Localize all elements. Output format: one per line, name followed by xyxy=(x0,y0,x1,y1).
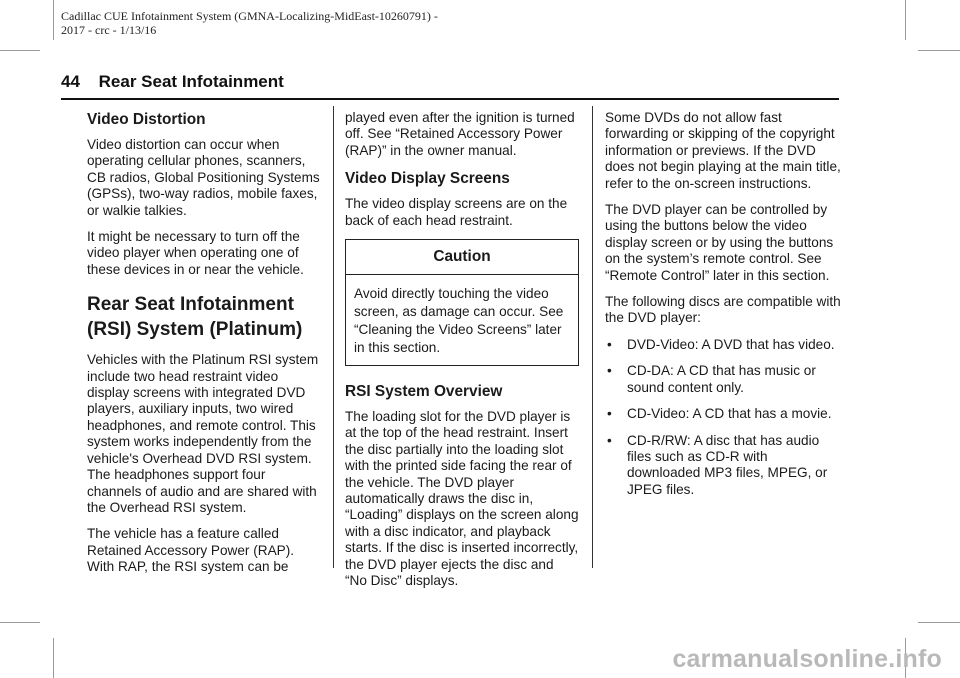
paragraph: It might be necessary to turn off the video player when operating one of these devices in or near the vehicle. xyxy=(87,229,304,277)
document-meta-line: Cadillac CUE Infotainment System (GMNA-Localizing-MidEast-10260791) - xyxy=(61,9,438,23)
column-2 xyxy=(345,110,579,600)
header-rule xyxy=(61,98,839,100)
list-item-text: CD-DA: A CD that has music or sound content only. xyxy=(627,363,816,395)
heading-line: (RSI) System (Platinum) xyxy=(87,319,303,341)
bullet-mark: • xyxy=(607,336,612,352)
paragraph: Video distortion can occur when operating cellular phones, scanners, CB radios, Global Positioning Systems (GPSs), two-way radios, mobile faxes, or walkie talkies. xyxy=(87,137,320,218)
caution-title: Caution xyxy=(346,240,578,275)
column-1 xyxy=(87,110,321,586)
paragraph: The DVD player can be controlled by using the buttons below the video display screen or by using the buttons on the system’s remote control. See “Remote Control” later in this section. xyxy=(605,202,834,283)
heading-rsi-system xyxy=(87,292,321,342)
paragraph: The loading slot for the DVD player is at the top of the head restraint. Insert the disc partially into the loading slot with the printed side facing the rear of the vehicle. The DVD player automatically draws the disc in, “Loading” displays on the screen along with a disc indicator, and playback starts. If the disc is inserted incorrectly, the DVD player ejects the disc and “No Disc” displays. xyxy=(345,409,579,589)
paragraph: The video display screens are on the back of each head restraint. xyxy=(345,196,568,228)
column-divider xyxy=(592,106,593,568)
list-item-text: CD-R/RW: A disc that has audio files such as CD-R with downloaded MP3 files, MPEG, or JPEG files. xyxy=(627,432,828,497)
list-item xyxy=(605,406,841,422)
heading-video-distortion: Video Distortion xyxy=(87,111,206,128)
bullet-mark: • xyxy=(607,406,612,422)
heading-line: Rear Seat Infotainment xyxy=(87,294,294,316)
heading-video-display-screens: Video Display Screens xyxy=(345,170,510,188)
list-item-text: CD-Video: A CD that has a movie. xyxy=(627,406,832,422)
crop-mark xyxy=(53,0,54,40)
paragraph: played even after the ignition is turned off. See “Retained Accessory Power (RAP)” in the owner manual. xyxy=(345,110,575,158)
crop-mark xyxy=(53,638,54,678)
list-item xyxy=(605,433,841,499)
paragraph: The following discs are compatible with the DVD player: xyxy=(605,294,841,326)
list-item-text: DVD-Video: A DVD that has video. xyxy=(627,336,835,352)
crop-mark xyxy=(0,50,40,51)
list-item xyxy=(605,363,841,396)
list-item xyxy=(605,337,841,353)
watermark: carmanualsonline.info xyxy=(672,645,942,673)
section-title: Rear Seat Infotainment xyxy=(98,72,284,91)
column-divider xyxy=(333,106,334,568)
caution-box xyxy=(345,239,579,366)
document-meta-line: 2017 - crc - 1/13/16 xyxy=(61,23,157,37)
crop-mark xyxy=(918,50,960,51)
column-3 xyxy=(605,110,841,508)
paragraph: Vehicles with the Platinum RSI system include two head restraint video display screens with integrated DVD players, auxiliary inputs, two wired headphones, and remote control. This system works independently from the vehicle's Overhead DVD RSI system. The headphones support four channels of audio and are shared with the Overhead RSI system. xyxy=(87,352,319,515)
crop-mark xyxy=(905,0,906,40)
page-number: 44 xyxy=(61,72,80,91)
page-header xyxy=(61,72,284,92)
paragraph: The vehicle has a feature called Retained Accessory Power (RAP). With RAP, the RSI system can be xyxy=(87,526,295,575)
document-meta xyxy=(61,9,438,37)
crop-mark xyxy=(918,622,960,623)
crop-mark xyxy=(0,622,40,623)
heading-rsi-overview: RSI System Overview xyxy=(345,383,503,401)
bullet-mark: • xyxy=(607,432,612,448)
caution-text: Avoid directly touching the video screen, as damage can occur. See “Cleaning the Video Screens” later in this section. xyxy=(354,286,564,356)
bullet-mark: • xyxy=(607,363,612,379)
paragraph: Some DVDs do not allow fast forwarding or skipping of the copyright information or previews. If the DVD does not begin playing at the main title, refer to the on-screen instructions. xyxy=(605,110,841,191)
